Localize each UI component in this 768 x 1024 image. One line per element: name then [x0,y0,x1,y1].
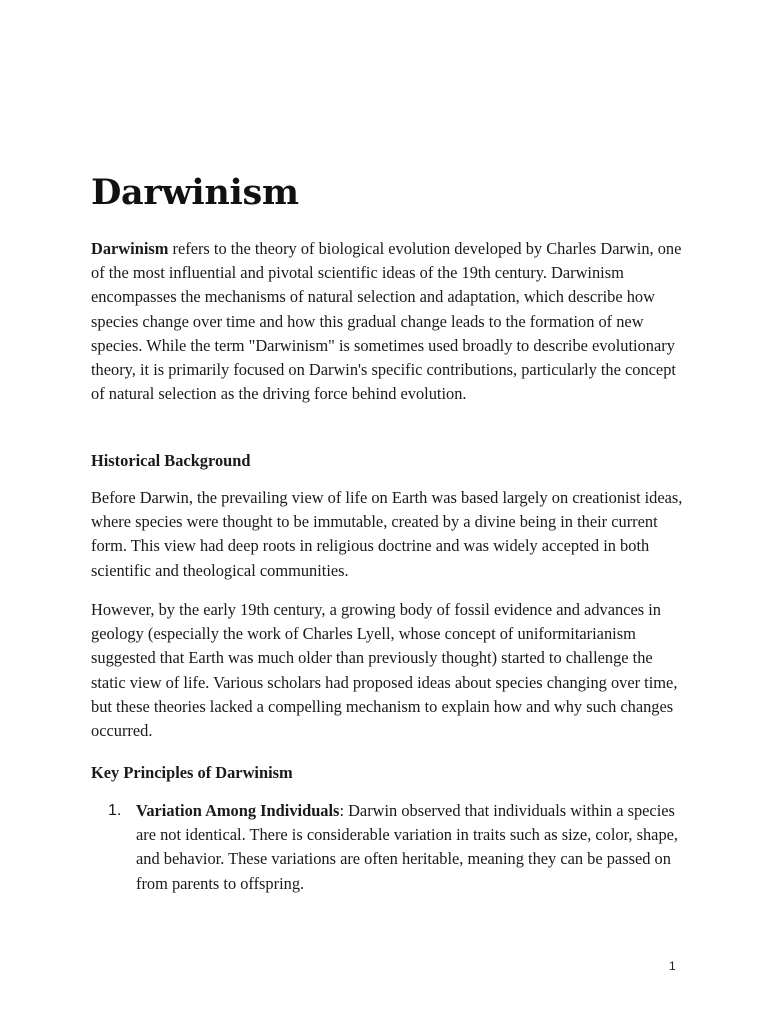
document-title: Darwinism [91,172,299,213]
historical-paragraph-2: However, by the early 19th century, a growing body of fossil evidence and advances in geology (especially the work of Charles Lyell, whose concept of uniformitarianism suggested that Earth was much older than previously thought) started to challenge the static view of life. Various scholars had proposed ideas about species changing over time, but these theories lacked a compelling mechanism to explain how and why such changes occurred. [91,600,678,741]
historical-paragraph-1: Before Darwin, the prevailing view of life on Earth was based largely on creationist ideas, where species were thought to be immutable, created by a divine being in their current form. This view had deep roots in religious doctrine and was widely accepted in both scientific and theological communities. [91,488,683,580]
intro-text: refers to the theory of biological evolution developed by Charles Darwin, one of the most influential and pivotal scientific ideas of the 19th century. Darwinism encompasses the mechanisms of natural selection and adaptation, which describe how species change over time and how this gradual change leads to the formation of new species. While the term "Darwinism" is sometimes used broadly to describe evolutionary theory, it is primarily focused on Darwin's specific contributions, particularly the concept of natural selection as the driving force behind evolution. [91,239,682,404]
intro-paragraph [91,237,683,406]
intro-section [91,237,683,406]
key-principles-heading: Key Principles of Darwinism [91,763,293,782]
historical-background-heading: Historical Background [91,451,251,470]
page-number: 1 [669,959,676,973]
list-item [91,799,683,896]
list-item-term: Variation Among Individuals [136,801,340,820]
intro-term: Darwinism [91,239,169,258]
principles-list [91,799,683,896]
list-item-number: 1. [108,802,122,819]
list-item-text: : Darwin observed that individuals within a species are not identical. There is considerable variation in traits such as size, color, shape, and behavior. These variations are often heritable, meaning they can be passed on from parents to offspring. [136,801,679,893]
